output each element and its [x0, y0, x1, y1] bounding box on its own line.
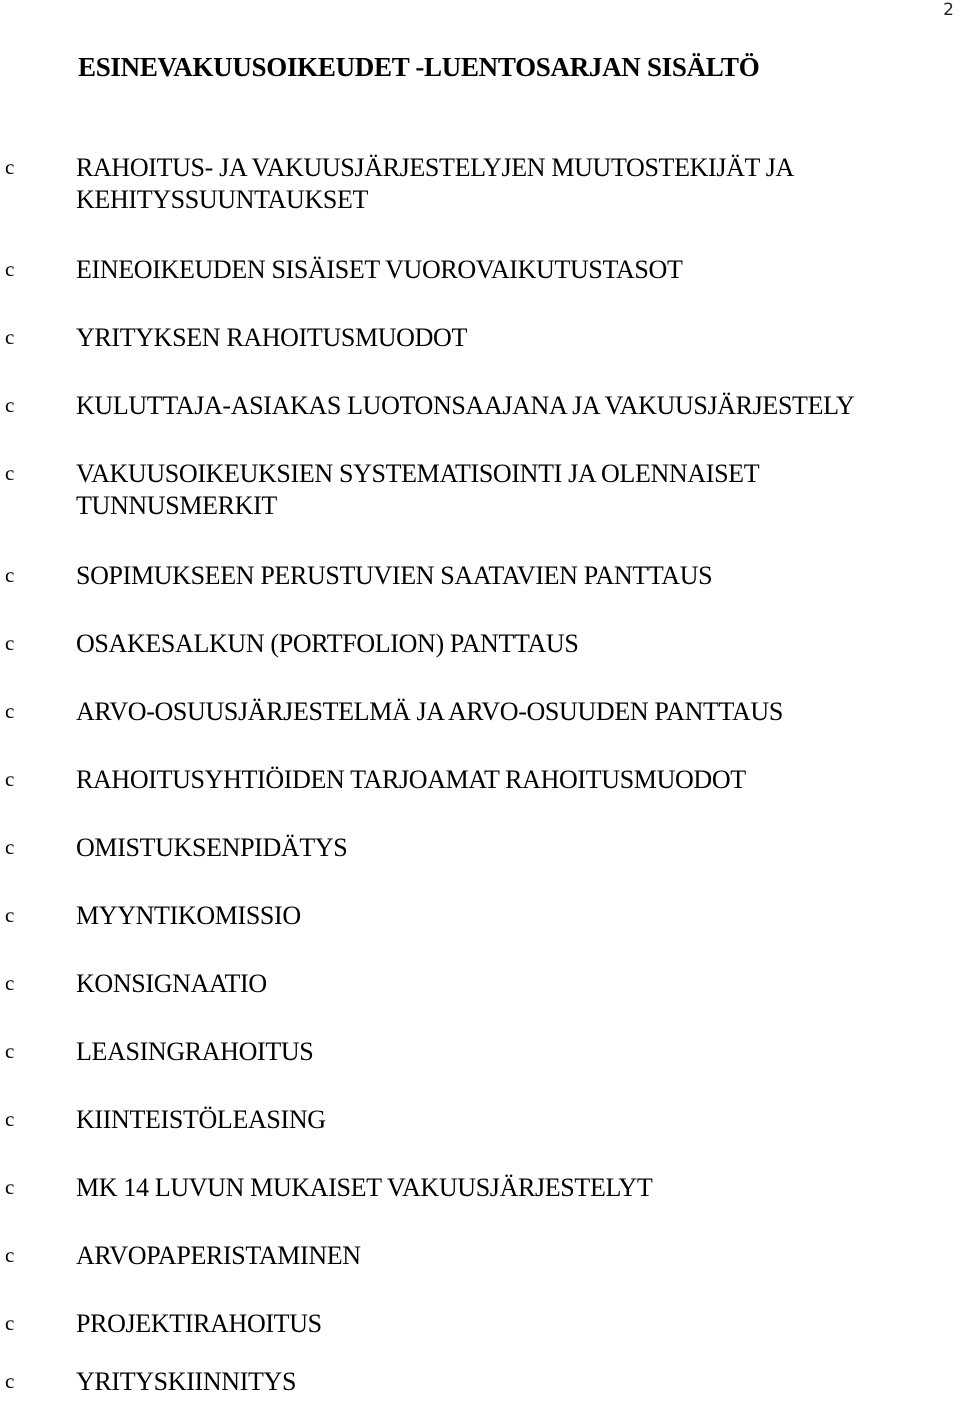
list-item-text: OMISTUKSENPIDÄTYS	[76, 833, 348, 862]
bullet-icon: c	[5, 1243, 15, 1267]
bullet-icon: c	[5, 835, 15, 859]
list-item-text: YRITYSKIINNITYS	[76, 1367, 297, 1396]
bullet-icon: c	[5, 1039, 15, 1063]
bullet-icon: c	[5, 1369, 15, 1393]
list-item-text: MK 14 LUVUN MUKAISET VAKUUSJÄRJESTELYT	[76, 1173, 653, 1202]
list-item-text: MYYNTIKOMISSIO	[76, 901, 301, 930]
list-item-text: KONSIGNAATIO	[76, 969, 267, 998]
bullet-icon: c	[5, 461, 15, 485]
bullet-icon: c	[5, 971, 15, 995]
bullet-icon: c	[5, 257, 15, 281]
bullet-icon: c	[5, 1311, 15, 1335]
bullet-icon: c	[5, 1175, 15, 1199]
bullet-icon: c	[5, 699, 15, 723]
bullet-icon: c	[5, 631, 15, 655]
list-item-text: LEASINGRAHOITUS	[76, 1037, 314, 1066]
list-item-text: KIINTEISTÖLEASING	[76, 1105, 326, 1134]
bullet-icon: c	[5, 767, 15, 791]
list-item-text: VAKUUSOIKEUKSIEN SYSTEMATISOINTI JA OLENNAISET TUNNUSMERKIT	[76, 459, 759, 520]
list-item-text: ARVO-OSUUSJÄRJESTELMÄ JA ARVO-OSUUDEN PANTTAUS	[76, 697, 783, 726]
bullet-icon: c	[5, 155, 15, 179]
list-item-text: KULUTTAJA-ASIAKAS LUOTONSAAJANA JA VAKUUSJÄRJESTELY	[76, 391, 855, 420]
list-item-text: OSAKESALKUN (PORTFOLION) PANTTAUS	[76, 629, 579, 658]
page-title: ESINEVAKUUSOIKEUDET -LUENTOSARJAN SISÄLTÖ	[78, 52, 760, 82]
bullet-icon: c	[5, 1107, 15, 1131]
list-item-text: ARVOPAPERISTAMINEN	[76, 1241, 361, 1270]
list-item-text: RAHOITUS- JA VAKUUSJÄRJESTELYJEN MUUTOSTEKIJÄT JA KEHITYSSUUNTAUKSET	[76, 153, 793, 214]
list-item-text: YRITYKSEN RAHOITUSMUODOT	[76, 323, 467, 352]
page-number: 2	[943, 0, 954, 20]
list-item-text: PROJEKTIRAHOITUS	[76, 1309, 322, 1338]
bullet-icon: c	[5, 325, 15, 349]
bullet-icon: c	[5, 903, 15, 927]
list-item-text: SOPIMUKSEEN PERUSTUVIEN SAATAVIEN PANTTAUS	[76, 561, 713, 590]
list-item-text: EINEOIKEUDEN SISÄISET VUOROVAIKUTUSTASOT	[76, 255, 683, 284]
bullet-icon: c	[5, 393, 15, 417]
bullet-icon: c	[5, 563, 15, 587]
list-item-text: RAHOITUSYHTIÖIDEN TARJOAMAT RAHOITUSMUODOT	[76, 765, 746, 794]
